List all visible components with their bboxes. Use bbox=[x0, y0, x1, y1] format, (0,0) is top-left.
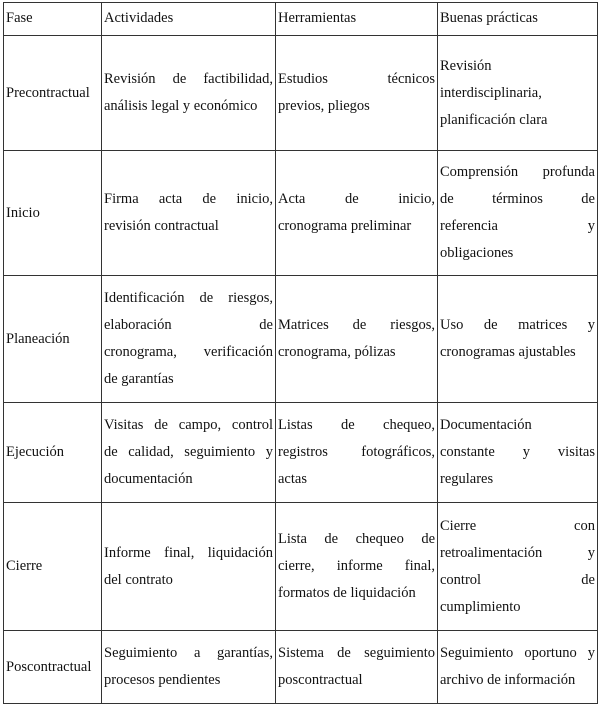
cell-line: Seguimiento oportuno y bbox=[440, 645, 595, 661]
cell-herramientas bbox=[276, 631, 438, 704]
cell-actividades bbox=[102, 151, 276, 276]
cell-line: Ejecución bbox=[6, 444, 64, 460]
cell-line: Poscontractual bbox=[6, 658, 92, 675]
cell-fase bbox=[4, 276, 102, 403]
cell-line: interdisciplinaria, bbox=[440, 84, 542, 101]
cell-line: cronograma, pólizas bbox=[278, 344, 396, 360]
cell-herramientas bbox=[276, 503, 438, 631]
cell-line: Listas de chequeo, bbox=[278, 417, 435, 433]
cell-line: Firma acta de inicio, bbox=[104, 191, 273, 207]
cell-line: procesos pendientes bbox=[104, 672, 221, 688]
cell-line: de calidad, seguimiento y bbox=[104, 444, 273, 460]
phases-table bbox=[3, 2, 598, 704]
cell-line: cronograma preliminar bbox=[278, 218, 412, 234]
cell-line: previos, pliegos bbox=[278, 98, 370, 114]
cell-herramientas bbox=[276, 151, 438, 276]
cell-line: planificación clara bbox=[440, 111, 548, 128]
cell-practicas bbox=[438, 151, 598, 276]
cell-line: Inicio bbox=[6, 204, 40, 221]
cell-practicas bbox=[438, 631, 598, 704]
cell-line: cierre, informe final, bbox=[278, 558, 435, 574]
table-row bbox=[4, 151, 598, 276]
cell-line: Uso de matrices y bbox=[440, 317, 595, 333]
table-row bbox=[4, 631, 598, 704]
cell-fase bbox=[4, 631, 102, 704]
header-herramientas: Herramientas bbox=[276, 3, 438, 36]
cell-line: de términos de bbox=[440, 191, 595, 207]
cell-line: elaboración de bbox=[104, 317, 273, 333]
cell-practicas bbox=[438, 276, 598, 403]
cell-line: poscontractual bbox=[278, 672, 363, 688]
cell-line: archivo de información bbox=[440, 672, 576, 688]
cell-actividades bbox=[102, 403, 276, 503]
cell-actividades bbox=[102, 276, 276, 403]
cell-actividades bbox=[102, 503, 276, 631]
cell-practicas bbox=[438, 503, 598, 631]
cell-line: Documentación bbox=[440, 417, 532, 433]
cell-actividades bbox=[102, 631, 276, 704]
cell-line: registros fotográficos, bbox=[278, 444, 435, 460]
cell-line: Revisión bbox=[440, 57, 492, 74]
cell-line: cumplimiento bbox=[440, 598, 521, 615]
cell-line: Matrices de riesgos, bbox=[278, 317, 435, 333]
cell-line: del contrato bbox=[104, 571, 173, 588]
cell-fase bbox=[4, 36, 102, 151]
cell-line: Identificación de riesgos, bbox=[104, 290, 273, 306]
cell-line: retroalimentación y bbox=[440, 544, 595, 561]
cell-practicas bbox=[438, 36, 598, 151]
header-actividades: Actividades bbox=[102, 3, 276, 36]
cell-line: Estudios técnicos bbox=[278, 71, 435, 87]
cell-line: Visitas de campo, control bbox=[104, 417, 273, 433]
header-row bbox=[4, 3, 598, 36]
cell-herramientas bbox=[276, 36, 438, 151]
cell-line: Revisión de factibilidad, bbox=[104, 71, 273, 87]
header-buenas-practicas: Buenas prácticas bbox=[438, 3, 598, 36]
table-row bbox=[4, 403, 598, 503]
cell-line: Informe final, liquidación bbox=[104, 544, 273, 561]
cell-line: cronograma, verificación bbox=[104, 344, 273, 360]
cell-line: cronogramas ajustables bbox=[440, 344, 576, 360]
cell-line: revisión contractual bbox=[104, 218, 219, 234]
cell-line: Sistema de seguimiento bbox=[278, 645, 435, 661]
cell-line: Planeación bbox=[6, 330, 70, 347]
table-row bbox=[4, 276, 598, 403]
table-row bbox=[4, 503, 598, 631]
cell-fase bbox=[4, 151, 102, 276]
cell-line: obligaciones bbox=[440, 245, 514, 261]
cell-line: control de bbox=[440, 571, 595, 588]
cell-line: regulares bbox=[440, 471, 494, 487]
cell-line: documentación bbox=[104, 471, 193, 487]
cell-line: referencia y bbox=[440, 218, 595, 234]
cell-fase bbox=[4, 403, 102, 503]
table-row bbox=[4, 36, 598, 151]
cell-line: Acta de inicio, bbox=[278, 191, 435, 207]
cell-line: constante y visitas bbox=[440, 444, 595, 460]
cell-line: Precontractual bbox=[6, 84, 90, 101]
table-body bbox=[4, 3, 598, 704]
cell-practicas bbox=[438, 403, 598, 503]
cell-line: formatos de liquidación bbox=[278, 585, 416, 601]
cell-line: Cierre bbox=[6, 558, 43, 574]
cell-herramientas bbox=[276, 403, 438, 503]
cell-line: de garantías bbox=[104, 371, 174, 387]
cell-fase bbox=[4, 503, 102, 631]
cell-line: análisis legal y económico bbox=[104, 98, 258, 114]
cell-line: Seguimiento a garantías, bbox=[104, 645, 273, 661]
cell-actividades bbox=[102, 36, 276, 151]
cell-line: Comprensión profunda bbox=[440, 164, 595, 180]
cell-line: Lista de chequeo de bbox=[278, 531, 435, 547]
cell-herramientas bbox=[276, 276, 438, 403]
cell-line: actas bbox=[278, 471, 307, 487]
header-fase: Fase bbox=[4, 3, 102, 36]
cell-line: Cierre con bbox=[440, 517, 595, 534]
